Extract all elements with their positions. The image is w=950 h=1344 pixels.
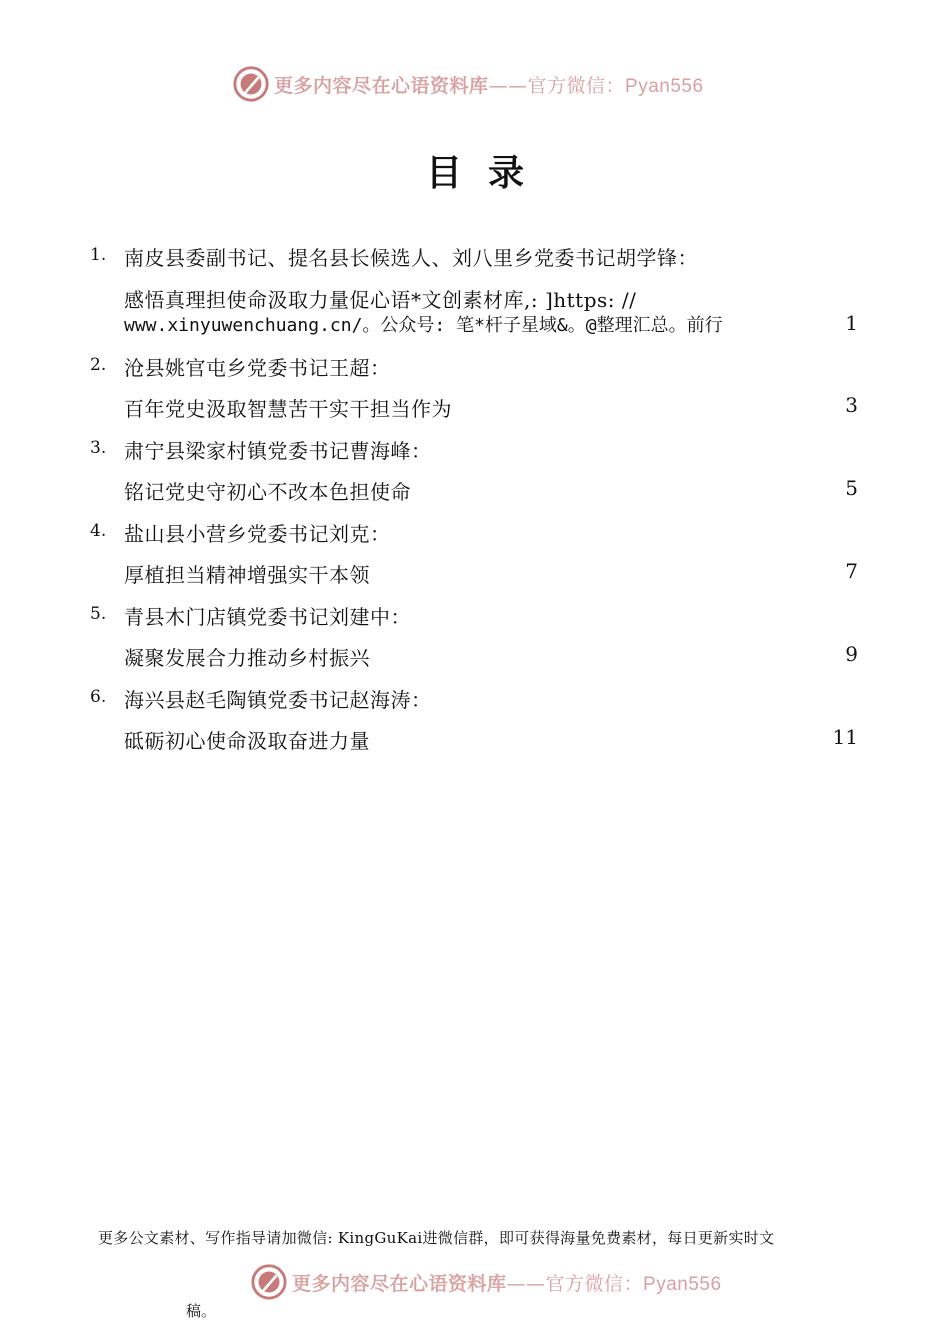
- toc-page-number: 3: [845, 393, 858, 417]
- banner-official-label: 官方微信：: [545, 1272, 644, 1295]
- toc-subtitle[interactable]: 厚植担当精神增强实干本领: [124, 563, 370, 587]
- banner-main-text: 更多内容尽在心语资料库: [292, 1272, 507, 1295]
- toc-number: 1.: [90, 245, 107, 265]
- toc-subtitle[interactable]: 砥砺初心使命汲取奋进力量: [124, 729, 370, 753]
- toc-heading[interactable]: 海兴县赵毛陶镇党委书记赵海涛：: [124, 688, 432, 712]
- footer-note: 更多公文素材、写作指导请加微信: KingGuKai进微信群，即可获得海量免费素材，每日更新实时文: [98, 1229, 775, 1247]
- banner-main-text: 更多内容尽在心语资料库: [274, 74, 489, 97]
- banner-wechat-id: Pyan556: [625, 75, 704, 97]
- banner-separator: ——: [488, 74, 528, 97]
- pen-logo-icon: [250, 1263, 288, 1301]
- toc-heading[interactable]: 肃宁县梁家村镇党委书记曹海峰：: [124, 439, 432, 463]
- toc-heading[interactable]: 青县木门店镇党委书记刘建中：: [124, 605, 411, 629]
- page-title: 目录: [425, 152, 550, 194]
- toc-number: 2.: [90, 355, 107, 375]
- toc-heading[interactable]: 盐山县小营乡党委书记刘克：: [124, 522, 391, 546]
- toc-number: 3.: [90, 438, 107, 458]
- toc-subtitle-continued[interactable]: www.xinyuwenchuang.cn/。公众号: 笔*杆子星域&。@整理汇总。前行: [124, 315, 723, 336]
- toc-page-number: 1: [845, 311, 858, 335]
- toc-page-number: 9: [845, 642, 858, 666]
- toc-number: 5.: [90, 604, 107, 624]
- toc-page-number: 5: [845, 476, 858, 500]
- toc-page-number: 11: [832, 725, 858, 749]
- toc-subtitle[interactable]: 铭记党史守初心不改本色担使命: [124, 480, 411, 504]
- toc-subtitle[interactable]: 百年党史汲取智慧苦干实干担当作为: [124, 397, 452, 421]
- toc-number: 4.: [90, 521, 107, 541]
- toc-page-number: 7: [845, 559, 858, 583]
- footer-banner-text: [292, 1269, 722, 1296]
- footer-note-end: 稿。: [186, 1302, 217, 1320]
- banner-separator: ——: [506, 1272, 546, 1295]
- toc-subtitle[interactable]: 凝聚发展合力推动乡村振兴: [124, 646, 370, 670]
- banner-wechat-id: Pyan556: [643, 1273, 722, 1295]
- pen-logo-icon: [232, 65, 270, 103]
- footer-watermark-banner: [250, 1262, 722, 1302]
- header-banner-text: [274, 71, 704, 98]
- banner-official-label: 官方微信：: [527, 74, 626, 97]
- toc-heading[interactable]: 南皮县委副书记、提名县长候选人、刘八里乡党委书记胡学锋：: [124, 246, 698, 270]
- toc-number: 6.: [90, 687, 107, 707]
- header-watermark-banner: [232, 64, 704, 104]
- toc-heading[interactable]: 沧县姚官屯乡党委书记王超：: [124, 356, 391, 380]
- toc-subtitle[interactable]: 感悟真理担使命汲取力量促心语*文创素材库,: ]https: //: [124, 288, 637, 312]
